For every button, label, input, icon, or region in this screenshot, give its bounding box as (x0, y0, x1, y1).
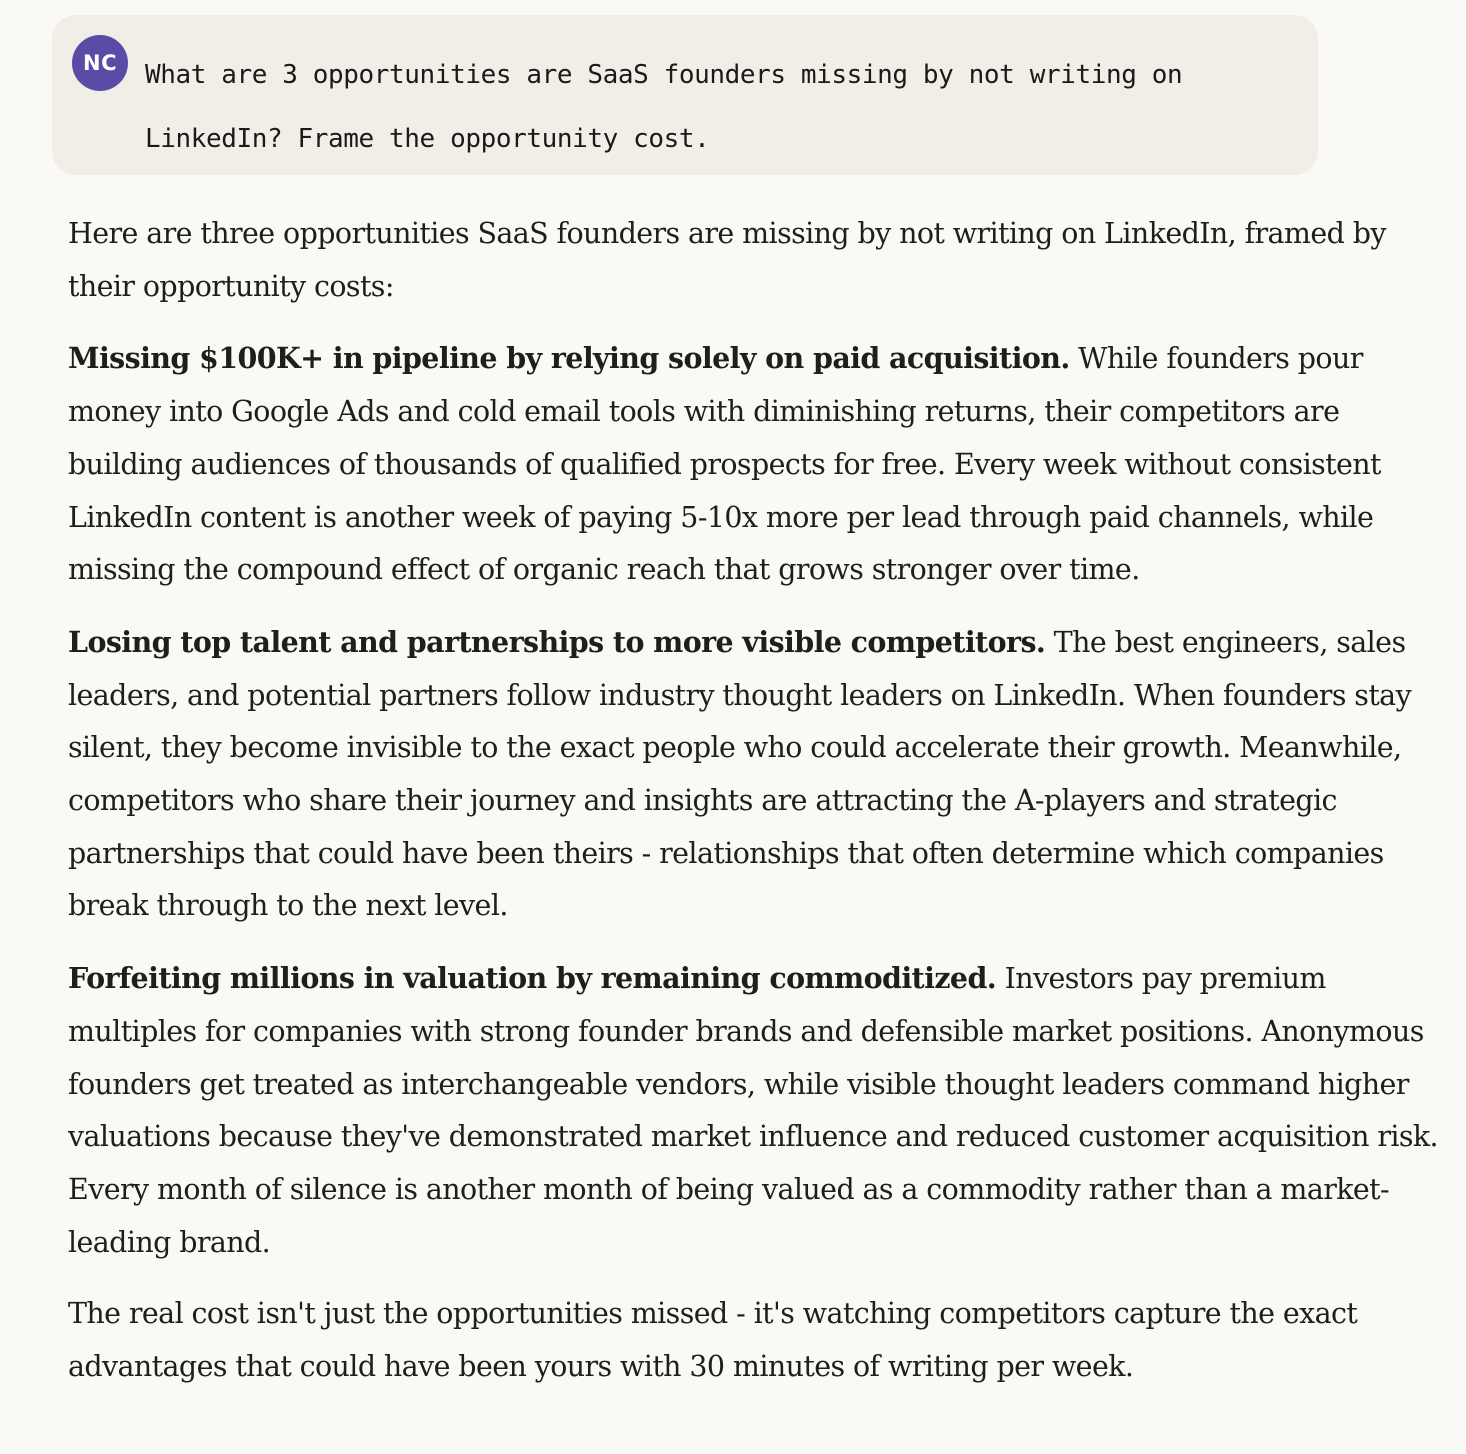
point-heading: Missing $100K+ in pipeline by relying solely on paid acquisition. (68, 341, 1070, 376)
point-heading: Forfeiting millions in valuation by remaining commoditized. (68, 961, 997, 996)
response-point-3 (68, 952, 1448, 1269)
user-message-text: What are 3 opportunities are SaaS founders missing by not writing on LinkedIn? Frame the opportunity cost. (145, 60, 1183, 154)
user-avatar[interactable]: NC (72, 35, 128, 91)
user-message-bubble (52, 15, 1318, 175)
point-body: While founders pour money into Google Ads and cold email tools with diminishing returns, their competitors are building audiences of thousands of qualified prospects for free. Every week without consistent LinkedIn content is another week of paying 5-10x more per lead through paid channels, while missing the compound effect of organic reach that grows stronger over time. (68, 342, 1381, 587)
point-body: Investors pay premium multiples for companies with strong founder brands and defensible market positions. Anonymous founders get treated as interchangeable vendors, while visible thought leaders command higher valuations because they've demonstrated market influence and reduced customer acquisition risk. Every month of silence is another month of being valued as a commodity rather than a market-leading brand. (68, 962, 1439, 1259)
response-point-1 (68, 332, 1448, 597)
point-heading: Losing top talent and partnerships to more visible competitors. (68, 624, 1046, 659)
response-conclusion: The real cost isn't just the opportunities missed - it's watching competitors capture the exact advantages that could have been yours with 30 minutes of writing per week. (68, 1297, 1358, 1384)
assistant-response (68, 208, 1448, 1413)
response-point-2 (68, 616, 1448, 933)
point-body: The best engineers, sales leaders, and potential partners follow industry thought leaders on LinkedIn. When founders stay silent, they become invisible to the exact people who could accelerate their growth. Meanwhile, competitors who share their journey and insights are attracting the A-players and strategic partnerships that could have been theirs - relationships that often determine which companies break through to the next level. (68, 625, 1412, 923)
response-intro: Here are three opportunities SaaS founders are missing by not writing on LinkedIn, framed by their opportunity costs: (68, 217, 1386, 303)
